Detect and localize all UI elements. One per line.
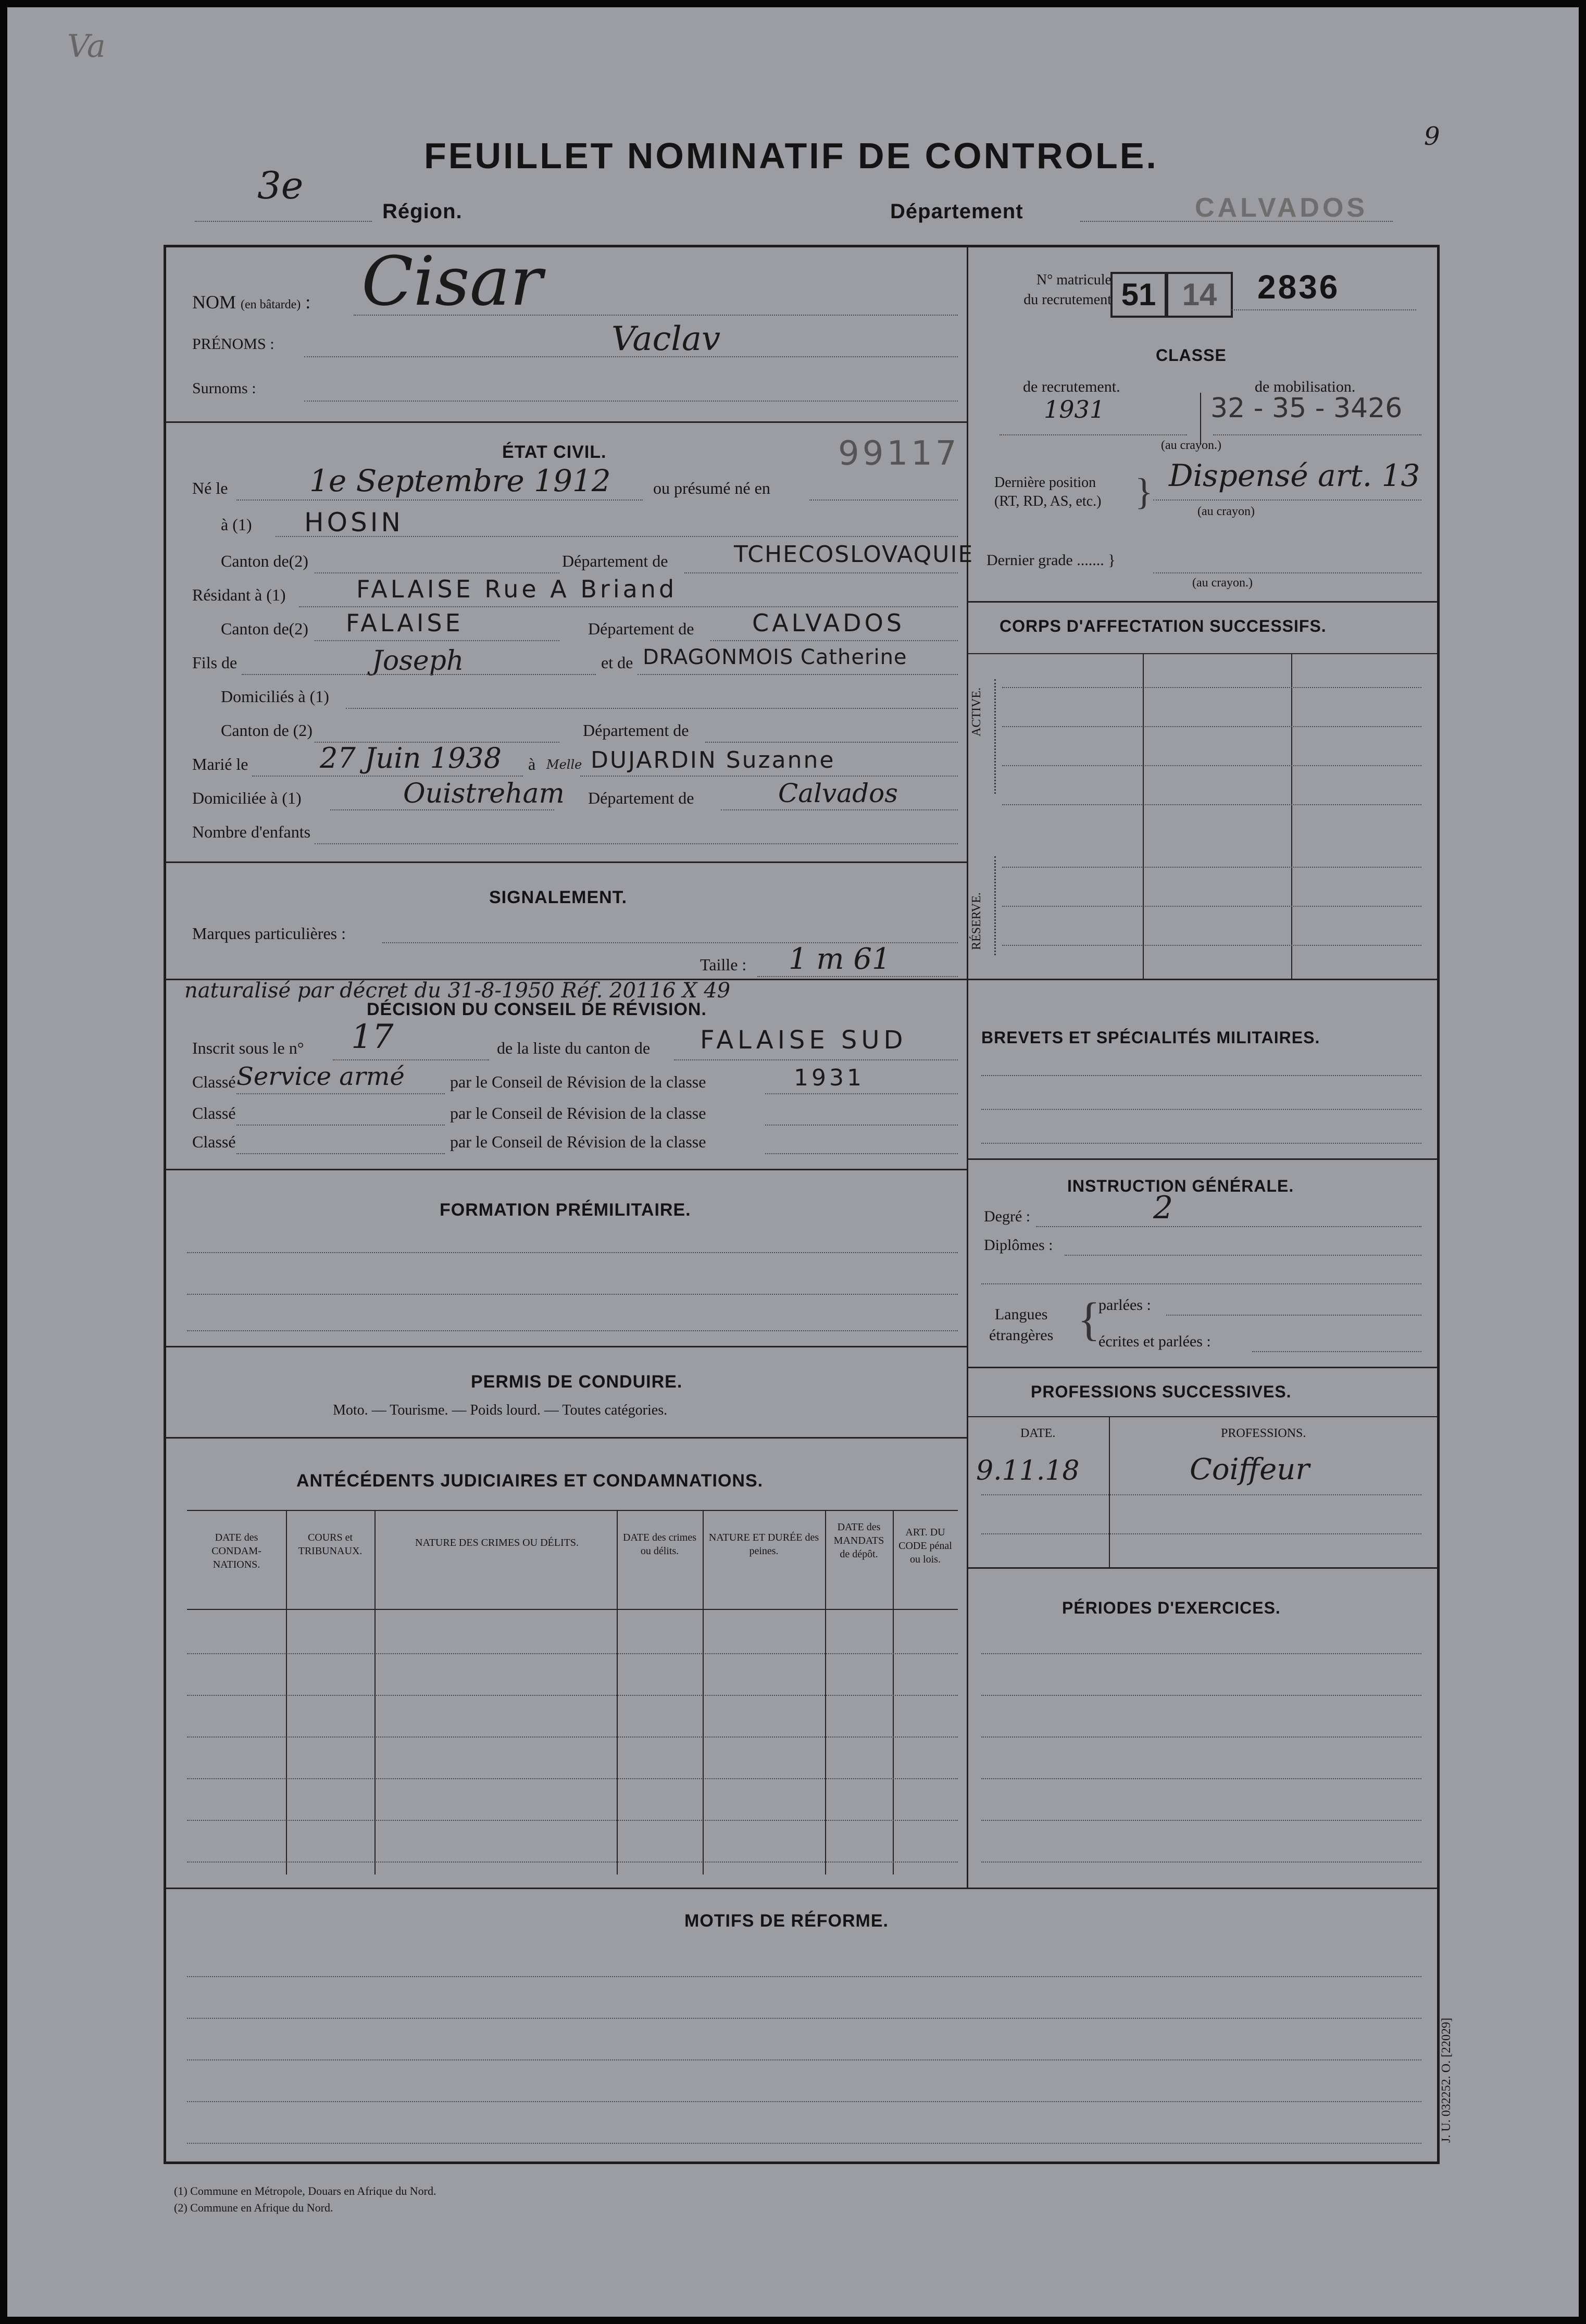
instruction-bottom-line [967,1367,1438,1368]
parlees-label: parlées : [1098,1296,1151,1314]
fils-rule [242,674,596,675]
formation-rule-3 [187,1330,958,1331]
antecedents-rule-2 [187,1695,958,1696]
signalement-title: SIGNALEMENT. [489,888,628,907]
recrutement-label: de recrutement. [1023,378,1120,395]
mlle-label: Melle [546,757,582,772]
professions-value: Coiffeur [1190,1453,1310,1486]
antecedents-title: ANTÉCÉDENTS JUDICIAIRES ET CONDAMNATIONS. [296,1471,764,1491]
par-conseil-1: par le Conseil de Révision de la classe [450,1072,706,1091]
langues-label: Langues étrangères [989,1306,1054,1344]
ne-le-rule [236,499,643,501]
reforme-rule-5 [187,2143,1421,2144]
professions-rule-2 [981,1533,1421,1534]
nom-rule [354,315,958,316]
canton3-label: Canton de (2) [221,721,313,740]
antecedents-col-date: DATE des CONDAM-NATIONS. [211,1532,261,1570]
canton2-value: FALAISE [346,609,464,637]
identity-bottom-line [166,421,967,423]
classe1-label: Classé [192,1072,236,1091]
par-conseil-3: par le Conseil de Révision de la classe [450,1132,706,1151]
matricule-box-2: 14 [1166,272,1233,318]
matricule-number: 2836 [1257,268,1340,306]
footnote-1: (1) Commune en Métropole, Douars en Afrique du Nord. [174,2184,436,2197]
liste-rule [674,1059,958,1060]
conseil-bottom-line [166,1169,967,1170]
liste-label: de la liste du canton de [497,1039,651,1057]
et-de-rule [638,674,958,675]
marie-value: 27 Juin 1938 [320,742,502,774]
naturalise-note: naturalisé par décret du 31-8-1950 Réf. 20116 X 49 [184,979,731,1003]
classe1-year-rule [765,1093,958,1094]
formation-bottom-line [166,1346,967,1347]
classe1-rule [236,1093,445,1094]
document-sheet [7,7,1579,2317]
etat-civil-bottom-line [166,861,967,863]
antecedents-rule-1 [187,1653,958,1654]
professions-top-line [967,1416,1438,1417]
periodes-rule-1 [981,1653,1421,1654]
departement-stamp: CALVADOS [1195,193,1368,223]
region-label: Région. [382,200,463,223]
antecedents-col-art: ART. DU CODE pénal ou lois. [898,1527,952,1565]
antecedents-col-date-crimes: DATE des crimes ou délits. [622,1532,697,1557]
corner-mark-left: Va [67,28,106,65]
diplomes-label: Diplômes : [984,1236,1053,1254]
marie-rule [252,776,523,777]
degre-rule [1036,1226,1421,1227]
corps-col-line-2 [1291,653,1292,979]
active-bracket [994,679,996,794]
active-label: ACTIVE. [970,688,983,736]
corner-mark-right: 9 [1424,122,1440,151]
au-crayon-1: (au crayon.) [1161,439,1221,452]
parlees-rule [1166,1315,1421,1316]
langues-brace: { [1078,1294,1101,1345]
taille-value: 1 m 61 [789,942,891,976]
dernier-grade-label: Dernier grade ....... } [986,552,1116,569]
inscrit-label: Inscrit sous le n° [192,1039,304,1057]
departement-de-value: TCHECOSLOVAQUIE [734,541,974,568]
a-value: HOSIN [304,507,404,538]
presume-rule [809,499,958,501]
periodes-rule-3 [981,1736,1421,1738]
instruction-title: INSTRUCTION GÉNÉRALE. [1067,1177,1294,1195]
canton2-rule [315,640,559,641]
formation-rule-1 [187,1252,958,1253]
departement3-label: Département de [583,721,689,740]
departement2-label: Département de [588,619,694,638]
inscrit-value: 17 [351,1018,394,1056]
matricule-box-1: 51 [1110,272,1167,318]
departement2-value: CALVADOS [752,609,905,637]
classe-divider [1200,393,1201,445]
conseil-title: DÉCISION DU CONSEIL DE RÉVISION. [367,999,707,1019]
departement4-rule [721,809,958,810]
classe2-label: Classé [192,1104,236,1122]
periodes-rule-4 [981,1778,1421,1779]
domicilies-label: Domiciliés à (1) [221,687,329,706]
reserve-label: RÉSERVE. [970,892,983,950]
reforme-rule-1 [187,1976,1421,1977]
marie-a-label: à [528,755,536,773]
degre-value: 2 [1153,1190,1173,1226]
corps-rule-3 [1002,765,1421,766]
ecrites-rule [1252,1351,1421,1352]
antecedents-rule-5 [187,1820,958,1821]
periodes-rule-6 [981,1861,1421,1863]
canton2-label: Canton de(2) [221,619,308,638]
et-de-label: et de [601,653,633,672]
periodes-title: PÉRIODES D'EXERCICES. [1062,1598,1281,1617]
classe2-year-rule [765,1124,958,1126]
ne-le-label: Né le [192,479,228,497]
permis-options: Moto. — Tourisme. — Poids lourd. — Toutes catégories. [333,1402,668,1418]
departement3-rule [705,742,958,743]
brevets-rule-2 [981,1109,1421,1110]
enfants-rule [315,843,958,844]
reforme-rule-2 [187,2018,1421,2019]
footnote-2: (2) Commune en Afrique du Nord. [174,2201,333,2214]
nom-value: Cisar [361,242,543,321]
antecedents-col-mandats: DATE des MANDATS de dépôt. [833,1521,884,1560]
au-crayon-2: (au crayon) [1197,505,1255,518]
classe-bottom-line [967,601,1438,603]
formation-title: FORMATION PRÉMILITAIRE. [440,1200,691,1220]
professions-rule-1 [981,1494,1421,1495]
classe3-rule [236,1153,445,1154]
matricule-label: N° matricule du recrutement [1023,272,1112,308]
ecrites-label: écrites et parlées : [1098,1333,1211,1350]
fils-value: Joseph [372,645,464,677]
et-de-value: DRAGONMOIS Catherine [643,645,907,669]
antecedents-col-nature: NATURE DES CRIMES OU DÉLITS. [415,1537,579,1548]
mobilisation-label: de mobilisation. [1255,378,1356,395]
domiciliee-value: Ouistreham [403,778,565,809]
periodes-rule-5 [981,1820,1421,1821]
professions-date-col: DATE. [1020,1427,1056,1440]
brevets-bottom-line [967,1158,1438,1160]
diplomes-rule-2 [981,1283,1421,1284]
professions-title: PROFESSIONS SUCCESSIVES. [1031,1382,1292,1401]
corps-top-line [967,653,1438,654]
residant-rule [299,606,958,607]
derniere-position-value: Dispensé art. 13 [1169,458,1420,493]
antecedents-rule-4 [187,1778,958,1779]
prenoms-rule [304,356,958,357]
derniere-position-label: Dernière position (RT, RD, AS, etc.) [994,474,1102,509]
recrutement-rule [1000,434,1187,435]
residant-label: Résidant à (1) [192,585,286,604]
canton-rule [315,572,559,573]
taille-rule [757,976,958,977]
departement-de-rule [684,572,958,573]
marques-label: Marques particulières : [192,924,346,943]
etat-civil-title: ÉTAT CIVIL. [502,442,607,462]
reserve-bracket [994,856,996,955]
corps-rule-1 [1002,687,1421,688]
surnoms-label: Surnoms : [192,380,256,397]
surnoms-rule [304,401,958,402]
au-crayon-3: (au crayon.) [1192,576,1253,590]
classe-title: CLASSE [1156,346,1227,365]
departement4-label: Département de [588,789,694,807]
etat-civil-annotation: 99117 [838,434,960,473]
reforme-title: MOTIFS DE RÉFORME. [684,1911,889,1931]
departement-label: Département [890,200,1023,223]
antecedents-col-cours: COURS et TRIBUNAUX. [298,1532,363,1557]
formation-rule-2 [187,1294,958,1295]
reforme-top-line [166,1888,1438,1889]
prenoms-label: PRÉNOMS : [192,335,274,353]
domiciliee-rule [330,809,554,810]
departement2-rule [710,640,958,641]
corps-rule-2 [1002,726,1421,727]
ne-le-value: 1e Septembre 1912 [309,463,611,498]
antecedents-col-peines: NATURE ET DURÉE des peines. [708,1532,819,1557]
enfants-label: Nombre d'enfants [192,822,311,841]
classe1-year: 1931 [794,1065,865,1091]
antecedents-rule-3 [187,1736,958,1738]
canton-label: Canton de(2) [221,552,308,570]
mobilisation-value: 32 - 35 - 3426 [1210,393,1403,424]
brevets-title: BREVETS ET SPÉCIALITÉS MILITAIRES. [981,1028,1320,1047]
professions-prof-col: PROFESSIONS. [1221,1427,1306,1440]
antecedents-top-line [187,1510,958,1511]
mobilisation-rule [1213,434,1421,435]
corps-bottom-line [967,979,1438,980]
residant-value: FALAISE Rue A Briand [356,575,678,603]
a-rule [276,536,958,537]
diplomes-rule [1065,1255,1421,1256]
recrutement-value: 1931 [1044,395,1105,423]
column-divider [967,247,968,1888]
permis-title: PERMIS DE CONDUIRE. [471,1372,683,1392]
classe2-rule [236,1124,445,1126]
corps-rule-7 [1002,945,1421,946]
corps-rule-5 [1002,867,1421,868]
antecedents-head-line [187,1609,958,1610]
domiciliee-label: Domiciliée à (1) [192,789,302,807]
departement4-value: Calvados [778,778,898,808]
derniere-position-brace: } [1135,471,1153,513]
professions-col-line [1109,1416,1110,1567]
par-conseil-2: par le Conseil de Révision de la classe [450,1104,706,1122]
liste-value: FALAISE SUD [700,1026,907,1055]
dernier-grade-rule [1153,572,1421,573]
classe3-label: Classé [192,1132,236,1151]
professions-date-value: 9.11.18 [976,1455,1080,1486]
fils-label: Fils de [192,653,238,672]
periodes-rule-2 [981,1695,1421,1696]
brevets-rule-1 [981,1075,1421,1076]
departement-de-label: Département de [562,552,668,570]
classe3-year-rule [765,1153,958,1154]
degre-label: Degré : [984,1208,1031,1225]
matricule-rule [1231,309,1416,310]
inscrit-rule [333,1059,489,1060]
classe1-value: Service armé [236,1062,405,1091]
nom-label: NOM (en bâtarde) : [192,292,311,313]
marie-label: Marié le [192,755,248,773]
form-title: FEUILLET NOMINATIF DE CONTROLE. [424,135,1158,176]
taille-label: Taille : [700,955,747,974]
reforme-rule-3 [187,2059,1421,2060]
a-label: à (1) [221,515,252,534]
region-value: 3e [257,164,304,207]
brevets-rule-3 [981,1143,1421,1144]
corps-rule-6 [1002,906,1421,907]
professions-bottom-line [967,1567,1438,1569]
print-reference: J. U. 032252. O. [22029] [1440,2018,1453,2143]
prenoms-value: Vaclav [611,320,721,358]
derniere-position-rule [1153,499,1421,501]
corps-title: CORPS D'AFFECTATION SUCCESSIFS. [1000,617,1327,635]
region-rule [195,221,372,222]
domicilies-rule [346,708,958,709]
mlle-rule [580,776,958,777]
permis-bottom-line [166,1437,967,1439]
corps-col-line-1 [1143,653,1144,979]
corps-rule-4 [1002,804,1421,805]
reforme-rule-4 [187,2101,1421,2102]
antecedents-rule-6 [187,1861,958,1863]
presume-label: ou présumé né en [653,479,770,497]
mlle-value: DUJARDIN Suzanne [591,747,835,773]
